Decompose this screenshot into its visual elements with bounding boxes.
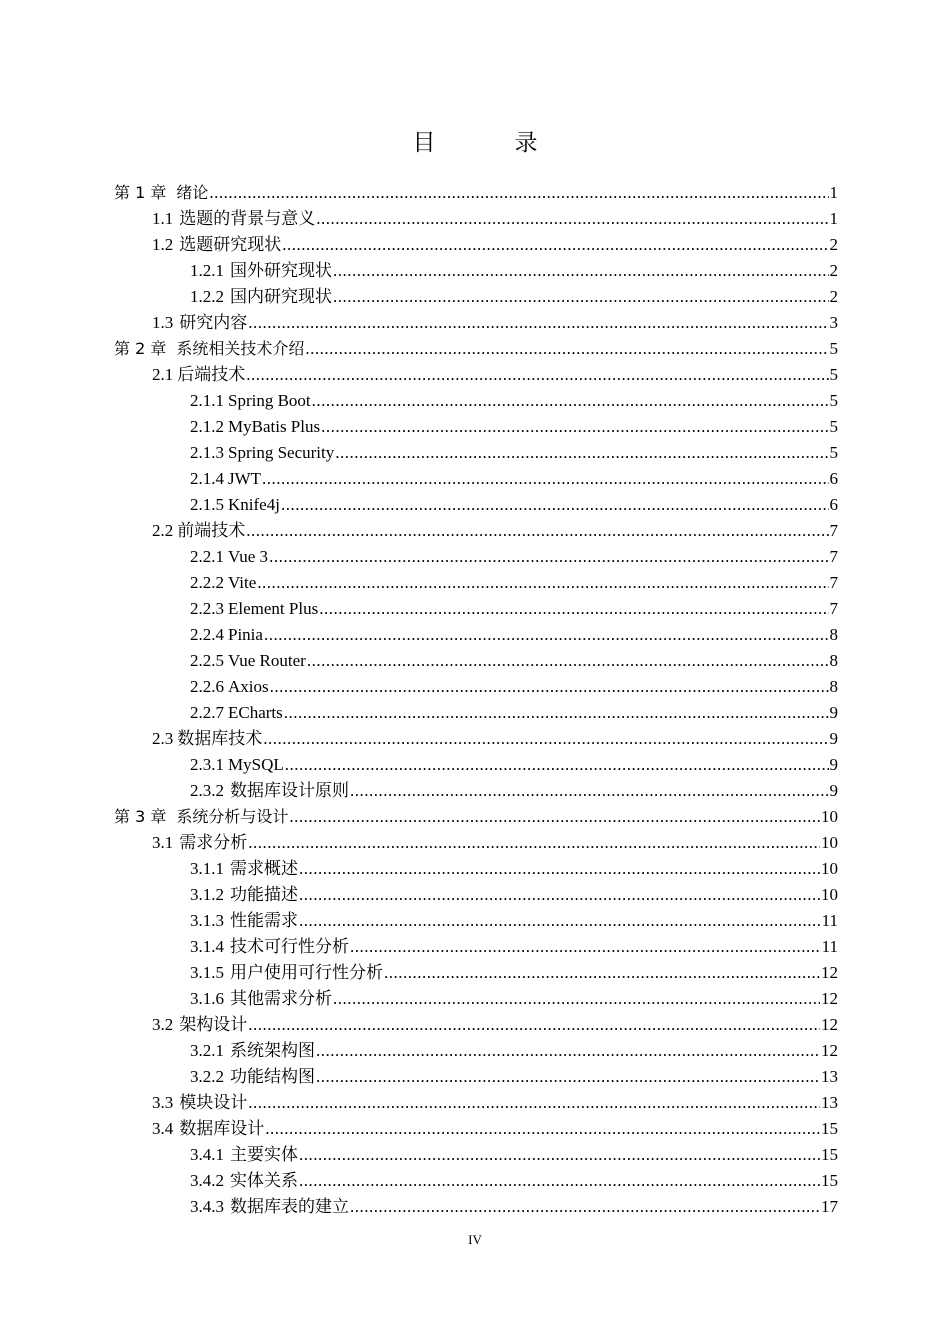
toc-entry-title: 需求概述 — [230, 859, 298, 878]
toc-entry-title: 模块设计 — [179, 1093, 248, 1112]
toc-entry-number: 2.3.1 — [190, 755, 224, 774]
toc-entry-number: 1.2.1 — [190, 261, 224, 280]
toc-dot-leader — [335, 440, 828, 466]
toc-dot-leader — [248, 830, 820, 856]
toc-entry[interactable] — [114, 960, 838, 986]
toc-entry-page: 15 — [821, 1145, 838, 1164]
toc-entry-page: 12 — [821, 1041, 838, 1060]
toc-dot-leader — [270, 674, 829, 700]
toc-entry-number: 3.1 — [152, 833, 174, 852]
toc-entry[interactable] — [114, 284, 838, 310]
toc-entry-title: 研究内容 — [179, 313, 248, 332]
toc-entry-page: 8 — [829, 625, 838, 644]
toc-entry[interactable] — [114, 596, 838, 622]
toc-entry-page: 8 — [829, 651, 838, 670]
toc-entry-page: 11 — [821, 937, 838, 956]
toc-entry-page: 12 — [821, 1015, 838, 1034]
toc-entry-number: 第 3 章 — [114, 807, 167, 826]
toc-entry-title: 选题研究现状 — [179, 235, 282, 254]
toc-entry-page: 5 — [829, 417, 838, 436]
toc-dot-leader — [282, 232, 828, 258]
toc-title: 目 录 — [412, 130, 566, 155]
toc-entry-number: 2.1.2 — [190, 417, 224, 436]
toc-entry-number: 2.2.3 — [190, 599, 224, 618]
toc-entry-number: 3.1.2 — [190, 885, 224, 904]
toc-entry-page: 5 — [829, 339, 838, 358]
toc-entry[interactable] — [114, 1064, 838, 1090]
toc-dot-leader — [299, 856, 820, 882]
toc-entry-title: 国内研究现状 — [230, 287, 332, 306]
toc-entry-title: 后端技术 — [177, 365, 246, 384]
toc-entry[interactable] — [114, 570, 838, 596]
toc-dot-leader — [299, 908, 821, 934]
toc-dot-leader — [281, 492, 829, 518]
toc-entry-title: 实体关系 — [230, 1171, 298, 1190]
toc-entry-title: MySQL — [228, 755, 284, 774]
toc-entry-page: 17 — [821, 1197, 838, 1216]
toc-entry-title: 架构设计 — [179, 1015, 248, 1034]
toc-entry[interactable] — [114, 440, 838, 466]
toc-entry[interactable] — [114, 1194, 838, 1220]
toc-entry-number: 2.2.7 — [190, 703, 224, 722]
toc-entry-number: 1.2 — [152, 235, 174, 254]
toc-entry-page: 15 — [821, 1171, 838, 1190]
toc-entry[interactable] — [114, 518, 838, 544]
toc-entry-number: 第 2 章 — [114, 339, 167, 358]
toc-entry[interactable] — [114, 492, 838, 518]
toc-dot-leader — [248, 1012, 820, 1038]
toc-entry[interactable] — [114, 1168, 838, 1194]
toc-dot-leader — [350, 1194, 820, 1220]
toc-entry-page: 3 — [829, 313, 838, 332]
toc-entry[interactable] — [114, 986, 838, 1012]
toc-entry-title: Knife4j — [228, 495, 280, 514]
toc-entry-page: 7 — [829, 599, 838, 618]
toc-entry-page: 5 — [829, 365, 838, 384]
toc-entry[interactable] — [114, 726, 838, 752]
toc-entry-title: Vite — [228, 573, 257, 592]
toc-entry-title: 国外研究现状 — [230, 261, 332, 280]
toc-entry-page: 5 — [829, 391, 838, 410]
toc-dot-leader — [312, 388, 829, 414]
toc-entry-number: 1.1 — [152, 209, 174, 228]
toc-entry-title: JWT — [228, 469, 262, 488]
toc-entry-title: 数据库技术 — [177, 729, 263, 748]
toc-entry-title: Vue 3 — [228, 547, 269, 566]
toc-dot-leader — [307, 648, 829, 674]
toc-dot-leader — [284, 700, 829, 726]
toc-dot-leader — [350, 934, 821, 960]
toc-entry-page: 9 — [829, 703, 838, 722]
toc-entry-title: 技术可行性分析 — [230, 937, 349, 956]
toc-entry-title: Axios — [228, 677, 269, 696]
toc-entry-title: 系统分析与设计 — [176, 807, 289, 826]
toc-entry[interactable] — [114, 674, 838, 700]
toc-entry-title: 功能结构图 — [230, 1067, 315, 1086]
toc-dot-leader — [246, 518, 828, 544]
toc-dot-leader — [246, 362, 828, 388]
toc-entry[interactable] — [114, 414, 838, 440]
toc-dot-leader — [265, 1116, 820, 1142]
toc-entry-number: 2.1.1 — [190, 391, 224, 410]
toc-entry[interactable] — [114, 856, 838, 882]
toc-entry-number: 2.2.4 — [190, 625, 224, 644]
toc-entry[interactable] — [114, 908, 838, 934]
table-of-contents — [114, 180, 838, 1220]
toc-dot-leader — [263, 726, 828, 752]
toc-dot-leader — [248, 310, 828, 336]
toc-entry-number: 2.1.3 — [190, 443, 224, 462]
toc-entry-title: Spring Security — [228, 443, 335, 462]
toc-dot-leader — [333, 284, 829, 310]
toc-dot-leader — [321, 414, 828, 440]
toc-entry-number: 2.2.2 — [190, 573, 224, 592]
toc-entry[interactable] — [114, 232, 838, 258]
toc-entry-number: 3.3 — [152, 1093, 174, 1112]
toc-entry-page: 12 — [821, 989, 838, 1008]
toc-entry-number: 第 1 章 — [114, 183, 167, 202]
toc-entry-page: 2 — [829, 287, 838, 306]
toc-entry[interactable] — [114, 362, 838, 388]
toc-entry-title: 数据库设计原则 — [230, 781, 349, 800]
toc-dot-leader — [333, 258, 829, 284]
toc-entry-number: 2.3.2 — [190, 781, 224, 800]
toc-entry-title: 主要实体 — [230, 1145, 298, 1164]
toc-entry[interactable] — [114, 1142, 838, 1168]
toc-chapter-entry[interactable] — [114, 336, 838, 362]
toc-entry-number: 3.4.3 — [190, 1197, 224, 1216]
toc-dot-leader — [299, 1168, 820, 1194]
toc-entry-page: 7 — [829, 521, 838, 540]
toc-entry[interactable] — [114, 206, 838, 232]
toc-entry[interactable] — [114, 648, 838, 674]
toc-dot-leader — [316, 206, 828, 232]
toc-dot-leader — [305, 336, 828, 362]
toc-entry[interactable] — [114, 1090, 838, 1116]
toc-entry-page: 11 — [821, 911, 838, 930]
toc-entry[interactable] — [114, 310, 838, 336]
toc-entry[interactable] — [114, 466, 838, 492]
toc-entry[interactable] — [114, 622, 838, 648]
toc-entry-number: 3.4.2 — [190, 1171, 224, 1190]
toc-entry[interactable] — [114, 258, 838, 284]
toc-entry-title: 选题的背景与意义 — [179, 209, 316, 228]
toc-entry-title: 绪论 — [176, 183, 209, 202]
toc-entry-number: 2.1 — [152, 365, 174, 384]
toc-dot-leader — [248, 1090, 820, 1116]
toc-entry[interactable] — [114, 1116, 838, 1142]
toc-entry-number: 2.2.6 — [190, 677, 224, 696]
toc-entry-page: 10 — [821, 859, 838, 878]
toc-entry-page: 6 — [829, 495, 838, 514]
toc-entry-number: 2.1.5 — [190, 495, 224, 514]
toc-entry-page: 12 — [821, 963, 838, 982]
toc-entry-page: 7 — [829, 547, 838, 566]
toc-entry-number: 3.2.2 — [190, 1067, 224, 1086]
toc-entry-number: 2.2.1 — [190, 547, 224, 566]
toc-dot-leader — [289, 804, 820, 830]
toc-entry-number: 2.2.5 — [190, 651, 224, 670]
toc-dot-leader — [269, 544, 828, 570]
toc-entry[interactable] — [114, 934, 838, 960]
toc-entry-number: 3.1.5 — [190, 963, 224, 982]
toc-entry[interactable] — [114, 882, 838, 908]
toc-entry-number: 2.1.4 — [190, 469, 224, 488]
toc-dot-leader — [384, 960, 820, 986]
toc-entry-title: 用户使用可行性分析 — [230, 963, 383, 982]
toc-entry-title: 系统架构图 — [230, 1041, 315, 1060]
toc-entry-page: 9 — [829, 781, 838, 800]
toc-entry-page: 2 — [829, 261, 838, 280]
toc-entry-title: 其他需求分析 — [230, 989, 332, 1008]
toc-entry-number: 1.3 — [152, 313, 174, 332]
toc-entry-page: 6 — [829, 469, 838, 488]
toc-entry-page: 9 — [829, 755, 838, 774]
toc-entry[interactable] — [114, 1038, 838, 1064]
toc-entry[interactable] — [114, 778, 838, 804]
toc-dot-leader — [264, 622, 829, 648]
toc-entry-page: 5 — [829, 443, 838, 462]
toc-entry-number: 3.1.6 — [190, 989, 224, 1008]
toc-entry-title: ECharts — [228, 703, 283, 722]
toc-entry-page: 1 — [829, 183, 838, 202]
toc-entry-page: 7 — [829, 573, 838, 592]
toc-entry-page: 2 — [829, 235, 838, 254]
toc-entry-number: 3.4 — [152, 1119, 174, 1138]
toc-dot-leader — [299, 1142, 820, 1168]
toc-entry-number: 3.1.1 — [190, 859, 224, 878]
toc-dot-leader — [257, 570, 828, 596]
toc-chapter-entry[interactable] — [114, 180, 838, 206]
toc-dot-leader — [262, 466, 828, 492]
toc-entry-number: 1.2.2 — [190, 287, 224, 306]
toc-entry[interactable] — [114, 544, 838, 570]
toc-entry-number: 3.2 — [152, 1015, 174, 1034]
toc-entry-page: 13 — [821, 1067, 838, 1086]
toc-dot-leader — [333, 986, 820, 1012]
toc-entry-title: Spring Boot — [228, 391, 311, 410]
toc-entry-number: 3.4.1 — [190, 1145, 224, 1164]
toc-entry-page: 10 — [821, 885, 838, 904]
toc-entry-title: 功能描述 — [230, 885, 298, 904]
toc-entry[interactable] — [114, 1012, 838, 1038]
toc-entry-title: Pinia — [228, 625, 263, 644]
toc-chapter-entry[interactable] — [114, 804, 838, 830]
toc-entry-page: 10 — [821, 807, 838, 826]
toc-dot-leader — [316, 1038, 820, 1064]
toc-entry-number: 2.3 — [152, 729, 174, 748]
toc-entry-page: 10 — [821, 833, 838, 852]
toc-entry-page: 13 — [821, 1093, 838, 1112]
toc-entry[interactable] — [114, 752, 838, 778]
toc-entry-number: 3.1.3 — [190, 911, 224, 930]
toc-entry-page: 9 — [829, 729, 838, 748]
toc-dot-leader — [316, 1064, 820, 1090]
toc-entry-title: MyBatis Plus — [228, 417, 321, 436]
toc-entry-title: 数据库设计 — [179, 1119, 265, 1138]
toc-entry-number: 2.2 — [152, 521, 174, 540]
toc-entry-title: 系统相关技术介绍 — [176, 339, 305, 358]
toc-entry-title: Element Plus — [228, 599, 319, 618]
toc-dot-leader — [299, 882, 820, 908]
toc-entry-title: Vue Router — [228, 651, 306, 670]
toc-dot-leader — [319, 596, 828, 622]
toc-entry-number: 3.2.1 — [190, 1041, 224, 1060]
toc-dot-leader — [285, 752, 829, 778]
toc-entry-page: 1 — [829, 209, 838, 228]
toc-entry-page: 8 — [829, 677, 838, 696]
toc-entry-number: 3.1.4 — [190, 937, 224, 956]
toc-entry[interactable] — [114, 830, 838, 856]
toc-entry-title: 性能需求 — [230, 911, 298, 930]
toc-entry-title: 数据库表的建立 — [230, 1197, 349, 1216]
toc-entry-title: 需求分析 — [179, 833, 248, 852]
toc-dot-leader — [209, 180, 828, 206]
toc-entry[interactable] — [114, 388, 838, 414]
page-number: IV — [468, 1232, 482, 1247]
toc-entry-title: 前端技术 — [177, 521, 246, 540]
toc-entry-page: 15 — [821, 1119, 838, 1138]
toc-dot-leader — [350, 778, 829, 804]
toc-entry[interactable] — [114, 700, 838, 726]
